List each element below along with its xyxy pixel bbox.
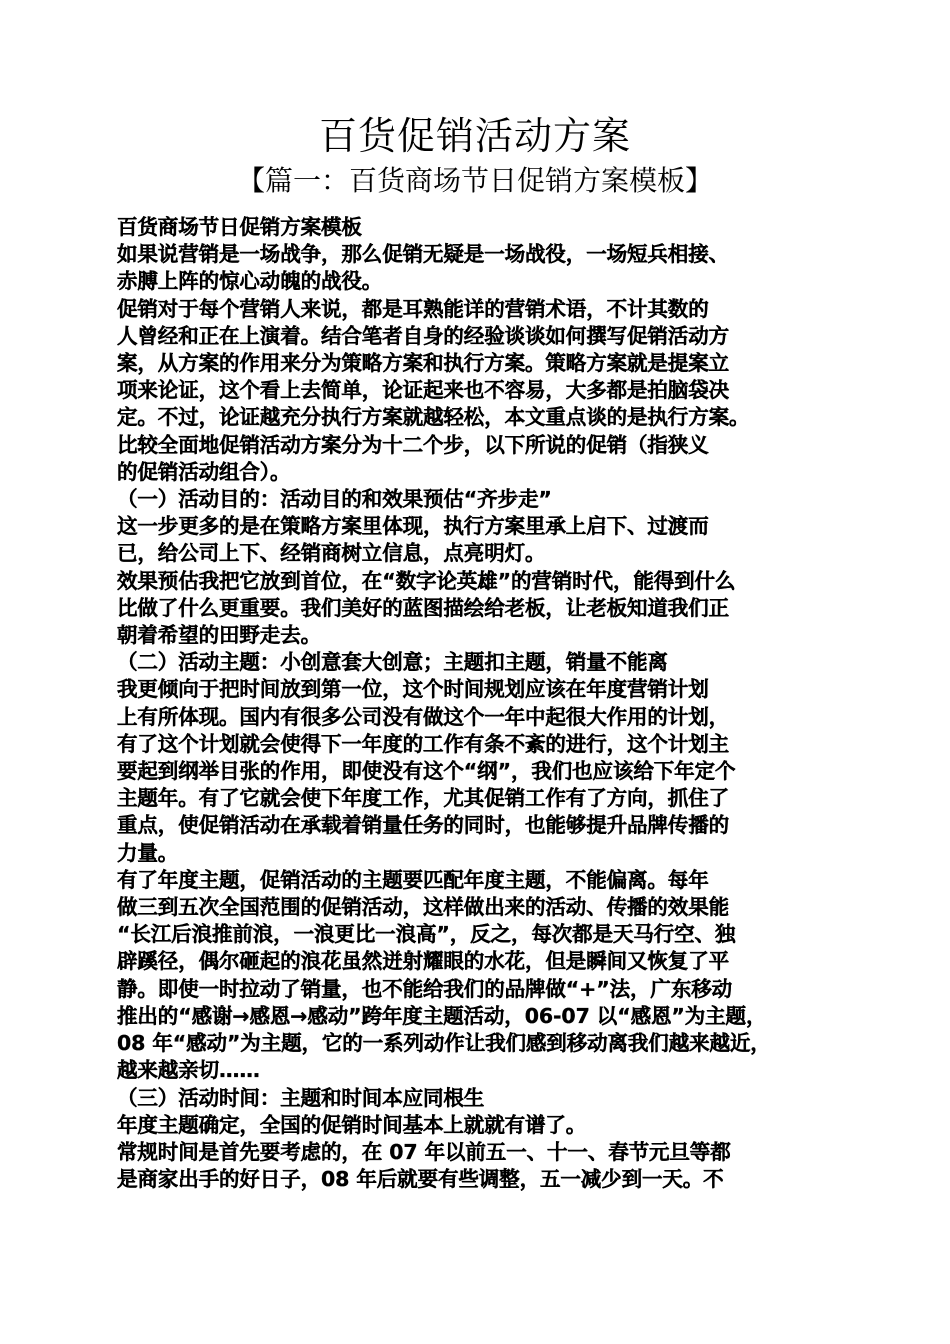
document-title: 百货促销活动方案 xyxy=(318,114,631,158)
body-line: 朝着希望的田野走去。 xyxy=(117,623,321,648)
body-line: 比做了什么更重要。我们美好的蓝图描绘给老板，让老板知道我们正 xyxy=(117,595,729,620)
body-line: （一）活动目的：活动目的和效果预估“齐步走” xyxy=(117,487,552,512)
body-line: 常规时间是首先要考虑的，在 07 年以前五一、十一、春节元旦等都 xyxy=(117,1139,731,1164)
body-line: 推出的“感谢→感恩→感动”跨年度主题活动，06-07 以“感恩”为主题， xyxy=(117,1003,767,1028)
body-line: 年度主题确定，全国的促销时间基本上就就有谱了。 xyxy=(117,1112,587,1137)
body-line: 效果预估我把它放到首位，在“数字论英雄”的营销时代，能得到什么 xyxy=(117,568,736,593)
body-line: （二）活动主题：小创意套大创意；主题扣主题，销量不能离 xyxy=(117,650,668,675)
body-line: 如果说营销是一场战争，那么促销无疑是一场战役，一场短兵相接、 xyxy=(117,242,729,267)
body-line: 上有所体现。国内有很多公司没有做这个一年中起很大作用的计划， xyxy=(117,704,729,729)
document-subtitle: 【篇一：百货商场节日促销方案模板】 xyxy=(236,164,713,197)
body-line: 案，从方案的作用来分为策略方案和执行方案。策略方案就是提案立 xyxy=(117,351,729,376)
body-line: 08 年“感动”为主题，它的一系列动作让我们感到移动离我们越来越近， xyxy=(117,1031,771,1056)
body-line: 重点，使促销活动在承载着销量任务的同时，也能够提升品牌传播的 xyxy=(117,813,729,838)
body-line: 促销对于每个营销人来说，都是耳熟能详的营销术语，不计其数的 xyxy=(117,296,709,321)
body-line: 越来越亲切…… xyxy=(117,1058,260,1083)
body-line: 定。不过，论证越充分执行方案就越轻松，本文重点谈的是执行方案。 xyxy=(117,405,750,430)
body-line: 做三到五次全国范围的促销活动，这样做出来的活动、传播的效果能 xyxy=(117,895,729,920)
body-line: 这一步更多的是在策略方案里体现，执行方案里承上启下、过渡而 xyxy=(117,514,709,539)
body-line: 力量。 xyxy=(117,840,179,865)
body-line: 辟蹊径，偶尔砸起的浪花虽然迸射耀眼的水花，但是瞬间又恢复了平 xyxy=(117,949,729,974)
body-line: 静。即使一时拉动了销量，也不能给我们的品牌做“+”法，广东移动 xyxy=(117,976,733,1001)
body-line: （三）活动时间：主题和时间本应同根生 xyxy=(117,1085,485,1110)
document-body xyxy=(117,214,852,1193)
body-line: 项来论证，这个看上去简单，论证起来也不容易，大多都是拍脑袋决 xyxy=(117,378,729,403)
body-line: 我更倾向于把时间放到第一位，这个时间规划应该在年度营销计划 xyxy=(117,677,709,702)
body-line: “长江后浪推前浪，一浪更比一浪高”，反之，每次都是天马行空、独 xyxy=(117,922,736,947)
body-line: 赤膊上阵的惊心动魄的战役。 xyxy=(117,269,383,294)
body-line: 是商家出手的好日子，08 年后就要有些调整，五一减少到一天。不 xyxy=(117,1167,724,1192)
body-line: 比较全面地促销活动方案分为十二个步，以下所说的促销（指狭义 xyxy=(117,432,709,457)
body-line: 主题年。有了它就会使下年度工作，尤其促销工作有了方向，抓住了 xyxy=(117,786,729,811)
body-line: 有了年度主题，促销活动的主题要匹配年度主题，不能偏离。每年 xyxy=(117,867,709,892)
body-line: 有了这个计划就会使得下一年度的工作有条不紊的进行，这个计划主 xyxy=(117,731,729,756)
body-line: 人曾经和正在上演着。结合笔者自身的经验谈谈如何撰写促销活动方 xyxy=(117,323,729,348)
body-line: 百货商场节日促销方案模板 xyxy=(117,215,362,239)
body-line: 要起到纲举目张的作用，即使没有这个“纲”，我们也应该给下年定个 xyxy=(117,759,736,784)
body-line: 的促销活动组合）。 xyxy=(117,459,291,484)
body-line: 已，给公司上下、经销商树立信息，点亮明灯。 xyxy=(117,541,546,566)
